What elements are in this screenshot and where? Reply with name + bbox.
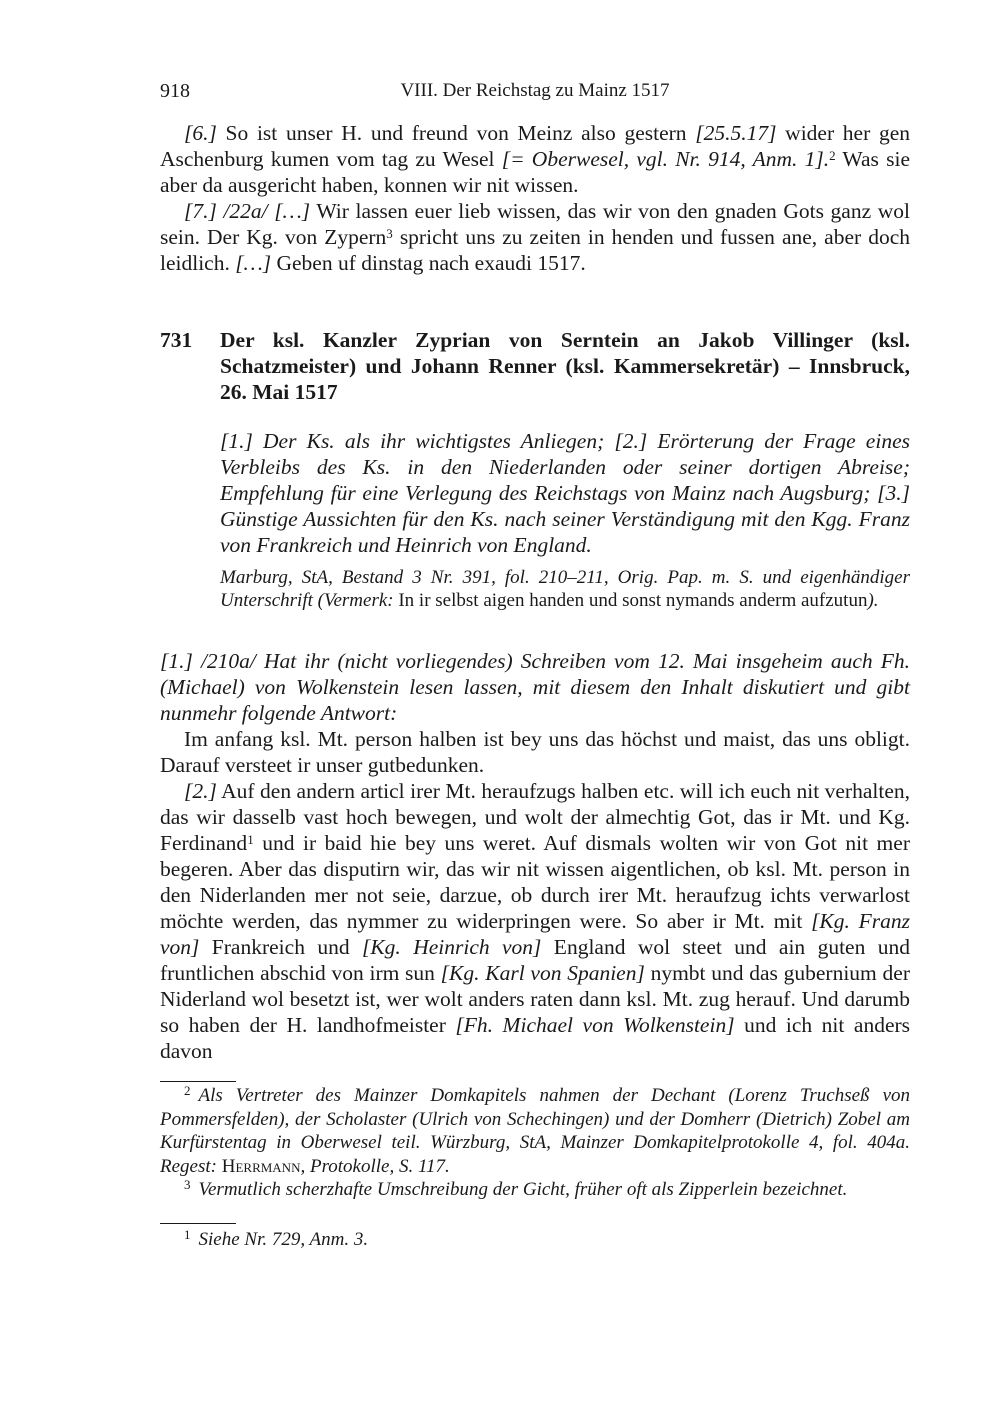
- footnote-number: 1: [184, 1227, 191, 1242]
- page-number: 918: [160, 80, 190, 102]
- document-number: 731: [160, 328, 193, 352]
- footnote-ref[interactable]: 1: [247, 832, 254, 847]
- text: Geben uf dinstag nach exaudi 1517.: [271, 251, 586, 275]
- paragraph-7: [160, 198, 910, 276]
- summary-paragraph-1: [1.] /210a/ Hat ihr (nicht vorliegendes) Schreiben vom 12. Mai insgeheim auch Fh. (Michael) von Wolkenstein lesen lassen, mit diesem den Inhalt diskutiert und gibt nunmehr folgende Antwort:: [160, 649, 910, 725]
- source-note: In ir selbst aigen handen und sonst nymands anderm aufzutun: [398, 590, 868, 611]
- footnotes-current: [160, 1228, 910, 1252]
- text: Was sie aber da ausgericht haben, konnen wir nit wissen.: [160, 147, 910, 197]
- footnote-ref[interactable]: 2: [829, 148, 836, 163]
- footnote-text: Vermutlich scherzhafte Umschreibung der Gicht, früher oft als Zipperlein bezeichnet.: [198, 1179, 848, 1200]
- text: So ist unser H. und freund von Meinz also gestern: [216, 121, 696, 145]
- text: Wir lassen euer lieb wissen, das wir von den gnaden Gots ganz wol sein. Der Kg. von Zypern: [160, 199, 910, 249]
- footnote-3: [160, 1178, 910, 1202]
- section-marker: [2.]: [184, 779, 217, 803]
- section-marker: [6.]: [184, 121, 217, 145]
- footnote-text: , Protokolle, S. 117.: [300, 1155, 450, 1177]
- document-heading: [160, 327, 910, 405]
- document-body: [160, 648, 910, 1064]
- source-archive: Marburg, StA, Bestand 3 Nr. 391, fol. 210–211, Orig. Pap. m. S. und eigenhändiger Unterschrift (Vermerk:: [220, 567, 910, 611]
- previous-document-ending: [160, 120, 910, 276]
- footnote-text: Siehe Nr. 729, Anm. 3.: [198, 1229, 369, 1250]
- footnote-number: 2: [184, 1083, 191, 1098]
- text: und ir baid hie bey uns weret. Auf dismals wolten wir von Got nit mer begeren. Aber das disputirn wir, das wir nit wissen aigentlichen, ob ksl. Mt. person in den Niderlanden mer not seie, darzue, ob durch irer Mt. heraufzug ichts verwarlost möchte werden, das nymmer zu widerpringen were. So aber ir Mt. mit: [160, 831, 910, 933]
- text: wider her gen Aschenburg kumen vom tag zu Wesel: [160, 121, 910, 171]
- punct: ).: [867, 590, 879, 611]
- text: Frankreich und: [199, 935, 362, 959]
- page-header: [160, 80, 910, 106]
- author-name: Herrmann: [221, 1155, 301, 1177]
- editorial-note: [Fh. Michael von Wolkenstein]: [455, 1013, 735, 1037]
- footnote-number: 3: [184, 1177, 191, 1192]
- footnote-2: [160, 1084, 910, 1178]
- footnote-ref[interactable]: 3: [386, 226, 393, 241]
- footnote-1: [160, 1228, 910, 1252]
- running-title: VIII. Der Reichstag zu Mainz 1517: [400, 80, 670, 101]
- omission-marker: […]: [235, 251, 272, 275]
- footnote-rule: [160, 1081, 236, 1082]
- paragraph-6: [160, 120, 910, 198]
- editorial-note: [Kg. Heinrich von]: [361, 935, 542, 959]
- editorial-note: [25.5.17]: [695, 121, 777, 145]
- footnotes-previous: [160, 1084, 910, 1202]
- section-marker: [7.] /22a/ […]: [184, 199, 311, 223]
- text: England wol steet und ain guten und fruntlichen abschid von irm sun: [160, 935, 910, 985]
- paragraph-1: Im anfang ksl. Mt. person halben ist bey uns das höchst und maist, das uns obligt. Darauf versteet ir unser gutbedunken.: [160, 727, 910, 777]
- paragraph-2: [160, 778, 910, 1064]
- footnote-text: Als Vertreter des Mainzer Domkapitels nahmen der Dechant (Lorenz Truchseß von Pommersfelden), der Scholaster (Ulrich von Schechingen) und der Domherr (Dietrich) Zobel am Kurfürstentag in Oberwesel teil. Würzburg, StA, Mainzer Domkapitelprotokolle 4, fol. 404a. Regest:: [160, 1085, 910, 1177]
- text: Auf den andern articl irer Mt. heraufzugs halben etc. will ich euch nit verhalten, das wir dasselb vast hoch bewegen, und wolt der almechtig Got, das ir Mt. und Kg. Ferdinand: [160, 779, 910, 855]
- text: und ich nit anders davon: [160, 1013, 911, 1063]
- footnote-rule: [160, 1223, 236, 1224]
- text: spricht uns zu zeiten in henden und fussen ane, aber doch leidlich.: [160, 225, 910, 275]
- editorial-note: [Kg. Karl von Spanien]: [440, 961, 645, 985]
- document-title: Der ksl. Kanzler Zyprian von Serntein an Jakob Villinger (ksl. Schatzmeister) und Johann Renner (ksl. Kammersekretär) – Innsbruck, 26. Mai 1517: [220, 328, 910, 404]
- editorial-note: [= Oberwesel, vgl. Nr. 914, Anm. 1].: [501, 147, 830, 171]
- source-citation: [220, 566, 910, 612]
- text: nymbt und das gubernium der Niderland wol besetzt ist, wer wolt anders raten dann ksl. Mt. zug herauf. Und darumb so haben der H. landhofmeister: [160, 961, 910, 1037]
- editorial-note: [Kg. Franz von]: [160, 909, 910, 959]
- document-regest: [1.] Der Ks. als ihr wichtigstes Anliegen; [2.] Erörterung der Frage eines Verbleibs des Ks. in den Niederlanden oder seiner dortigen Abreise; Empfehlung für eine Verlegung des Reichstags von Mainz nach Augsburg; [3.] Günstige Aussichten für den Ks. nach seiner Verständigung mit den Kgg. Franz von Frankreich und Heinrich von England.: [220, 429, 910, 557]
